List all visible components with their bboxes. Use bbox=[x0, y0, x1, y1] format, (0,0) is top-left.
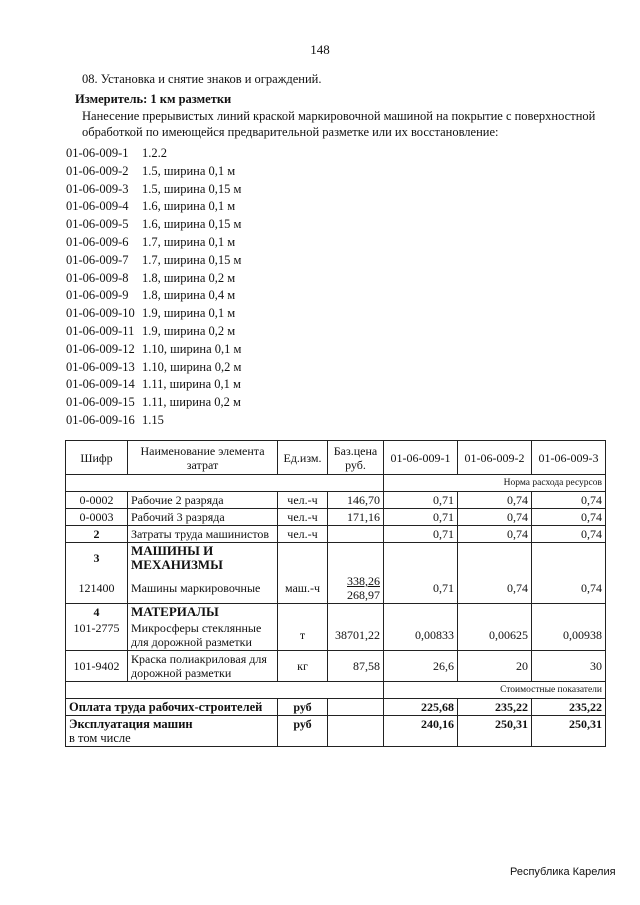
list-item bbox=[66, 394, 241, 412]
list-item bbox=[66, 341, 241, 359]
page-number: 148 bbox=[310, 42, 330, 57]
cell-name: Рабочий 3 разряда bbox=[128, 509, 278, 526]
cell-name: Эксплуатация машин bbox=[69, 717, 193, 731]
cell-unit: кг bbox=[278, 651, 328, 682]
table-row bbox=[66, 573, 606, 604]
code-text: 1.2.2 bbox=[142, 146, 167, 160]
work-description: Нанесение прерывистых линий краской маркировочной машиной на покрытие с поверхностной обработкой по имеющейся предварительной разметке или их восстановление: bbox=[82, 109, 596, 139]
code-number: 01-06-009-8 bbox=[66, 270, 129, 285]
code-text: 1.9, ширина 0,2 м bbox=[142, 323, 236, 338]
list-item bbox=[66, 163, 241, 181]
cell-unit: руб bbox=[278, 699, 328, 716]
cell-unit: чел.-ч bbox=[278, 526, 328, 543]
section-number: 4 bbox=[66, 604, 128, 621]
cell-v3: 235,22 bbox=[532, 699, 606, 716]
header-name: Наименование элемента затрат bbox=[128, 441, 278, 475]
cell-unit: руб bbox=[278, 716, 328, 747]
list-item bbox=[66, 359, 241, 377]
resource-norms-table bbox=[65, 440, 606, 747]
measure-unit: Измеритель: 1 км разметки bbox=[75, 92, 232, 106]
cell-v2: 0,74 bbox=[458, 526, 532, 543]
code-text: 1.10, ширина 0,2 м bbox=[142, 359, 242, 374]
cell-price: 171,16 bbox=[328, 509, 384, 526]
cell-v2: 235,22 bbox=[458, 699, 532, 716]
table-row bbox=[66, 620, 606, 651]
cell-unit: т bbox=[278, 620, 328, 651]
table-row bbox=[66, 526, 606, 543]
cell-v2: 0,74 bbox=[458, 509, 532, 526]
cell-price: 87,58 bbox=[328, 651, 384, 682]
cell-v1: 240,16 bbox=[384, 716, 458, 747]
list-item bbox=[66, 234, 241, 252]
cell-price-secondary: 268,97 bbox=[347, 588, 380, 602]
table-row bbox=[66, 651, 606, 682]
cell-v3: 0,74 bbox=[532, 573, 606, 604]
cell-cipher: 121400 bbox=[66, 573, 128, 604]
cell-v1: 0,71 bbox=[384, 573, 458, 604]
cell-v3: 0,74 bbox=[532, 492, 606, 509]
norm-caption: Норма расхода ресурсов bbox=[384, 475, 606, 492]
code-text: 1.7, ширина 0,15 м bbox=[142, 252, 242, 267]
list-item bbox=[66, 252, 241, 270]
code-number: 01-06-009-11 bbox=[66, 323, 135, 338]
footer-region: Республика Карелия bbox=[510, 866, 616, 878]
code-number: 01-06-009-13 bbox=[66, 359, 135, 374]
list-item bbox=[66, 323, 241, 341]
code-text: 1.15 bbox=[142, 412, 164, 427]
table-row bbox=[66, 492, 606, 509]
cell-v2: 250,31 bbox=[458, 716, 532, 747]
table-row bbox=[66, 543, 606, 574]
list-item bbox=[66, 145, 241, 163]
cell-name: Микросферы стеклянные для дорожной разметки bbox=[128, 620, 278, 651]
cell-cipher: 2 bbox=[66, 526, 128, 543]
cell-note: в том числе bbox=[69, 731, 131, 745]
cell-unit: маш.-ч bbox=[278, 573, 328, 604]
cell-name: Оплата труда рабочих-строителей bbox=[66, 699, 278, 716]
cell-v3: 250,31 bbox=[532, 716, 606, 747]
section-number: 3 bbox=[66, 543, 128, 574]
list-item bbox=[66, 270, 241, 288]
code-number: 01-06-009-14 bbox=[66, 377, 135, 392]
header-price: Баз.цена руб. bbox=[328, 441, 384, 475]
section-title: 08. Установка и снятие знаков и ограждений. bbox=[82, 72, 322, 86]
code-text: 1.6, ширина 0,1 м bbox=[142, 199, 236, 214]
cell-cipher: 101-2775 bbox=[66, 620, 128, 651]
code-text: 1.5, ширина 0,1 м bbox=[142, 163, 236, 178]
code-number: 01-06-009-1 bbox=[66, 146, 129, 160]
code-text: 1.8, ширина 0,4 м bbox=[142, 288, 236, 303]
header-col3: 01-06-009-3 bbox=[532, 441, 606, 475]
cell-v1: 26,6 bbox=[384, 651, 458, 682]
cell-v3: 0,74 bbox=[532, 526, 606, 543]
list-item bbox=[66, 287, 241, 305]
code-number: 01-06-009-9 bbox=[66, 288, 129, 303]
cell-name: Затраты труда машинистов bbox=[128, 526, 278, 543]
code-text: 1.9, ширина 0,1 м bbox=[142, 306, 236, 321]
code-text: 1.10, ширина 0,1 м bbox=[142, 341, 242, 356]
header-unit: Ед.изм. bbox=[278, 441, 328, 475]
list-item bbox=[66, 216, 241, 234]
cost-caption: Стоимостные показатели bbox=[384, 682, 606, 699]
table-row bbox=[66, 716, 606, 747]
cell-v1: 0,71 bbox=[384, 509, 458, 526]
cell-price: 38701,22 bbox=[328, 620, 384, 651]
code-text: 1.8, ширина 0,2 м bbox=[142, 270, 236, 285]
code-number: 01-06-009-3 bbox=[66, 181, 129, 196]
list-item bbox=[66, 181, 241, 199]
cell-unit: чел.-ч bbox=[278, 509, 328, 526]
cell-price: 338,26 bbox=[347, 574, 380, 588]
list-item bbox=[66, 198, 241, 216]
cell-v1: 225,68 bbox=[384, 699, 458, 716]
cell-v3: 0,00938 bbox=[532, 620, 606, 651]
cell-v3: 0,74 bbox=[532, 509, 606, 526]
header-col2: 01-06-009-2 bbox=[458, 441, 532, 475]
list-item bbox=[66, 412, 241, 430]
cell-name: Машины маркировочные bbox=[128, 573, 278, 604]
cell-v3: 30 bbox=[532, 651, 606, 682]
section-heading-materials: МАТЕРИАЛЫ bbox=[128, 604, 278, 621]
code-number: 01-06-009-15 bbox=[66, 395, 135, 410]
cell-v2: 0,74 bbox=[458, 492, 532, 509]
code-number: 01-06-009-10 bbox=[66, 306, 135, 321]
code-number: 01-06-009-4 bbox=[66, 199, 129, 214]
cell-v1: 0,71 bbox=[384, 526, 458, 543]
cell-price: 146,70 bbox=[328, 492, 384, 509]
code-text: 1.11, ширина 0,2 м bbox=[142, 395, 241, 410]
cell-v2: 0,00625 bbox=[458, 620, 532, 651]
cell-name: Краска полиакриловая для дорожной разметки bbox=[128, 651, 278, 682]
code-number: 01-06-009-12 bbox=[66, 341, 135, 356]
table-row bbox=[66, 509, 606, 526]
cell-v1: 0,71 bbox=[384, 492, 458, 509]
table-row bbox=[66, 699, 606, 716]
cell-v1: 0,00833 bbox=[384, 620, 458, 651]
code-number: 01-06-009-7 bbox=[66, 252, 129, 267]
section-heading-machines: МАШИНЫ И МЕХАНИЗМЫ bbox=[128, 543, 278, 574]
code-list bbox=[66, 145, 241, 430]
code-number: 01-06-009-2 bbox=[66, 163, 129, 178]
code-number: 01-06-009-16 bbox=[66, 412, 135, 427]
code-text: 1.6, ширина 0,15 м bbox=[142, 217, 242, 232]
cell-v2: 0,74 bbox=[458, 573, 532, 604]
table-row bbox=[66, 604, 606, 621]
cell-cipher: 0-0003 bbox=[66, 509, 128, 526]
cell-cipher: 0-0002 bbox=[66, 492, 128, 509]
code-number: 01-06-009-6 bbox=[66, 234, 129, 249]
cell-cipher: 101-9402 bbox=[66, 651, 128, 682]
cell-name: Рабочие 2 разряда bbox=[128, 492, 278, 509]
header-col1: 01-06-009-1 bbox=[384, 441, 458, 475]
cell-unit: чел.-ч bbox=[278, 492, 328, 509]
code-text: 1.7, ширина 0,1 м bbox=[142, 234, 236, 249]
list-item bbox=[66, 305, 241, 323]
cell-v2: 20 bbox=[458, 651, 532, 682]
code-number: 01-06-009-5 bbox=[66, 217, 129, 232]
list-item bbox=[66, 376, 241, 394]
header-cipher: Шифр bbox=[66, 441, 128, 475]
code-text: 1.11, ширина 0,1 м bbox=[142, 377, 241, 392]
code-text: 1.5, ширина 0,15 м bbox=[142, 181, 242, 196]
